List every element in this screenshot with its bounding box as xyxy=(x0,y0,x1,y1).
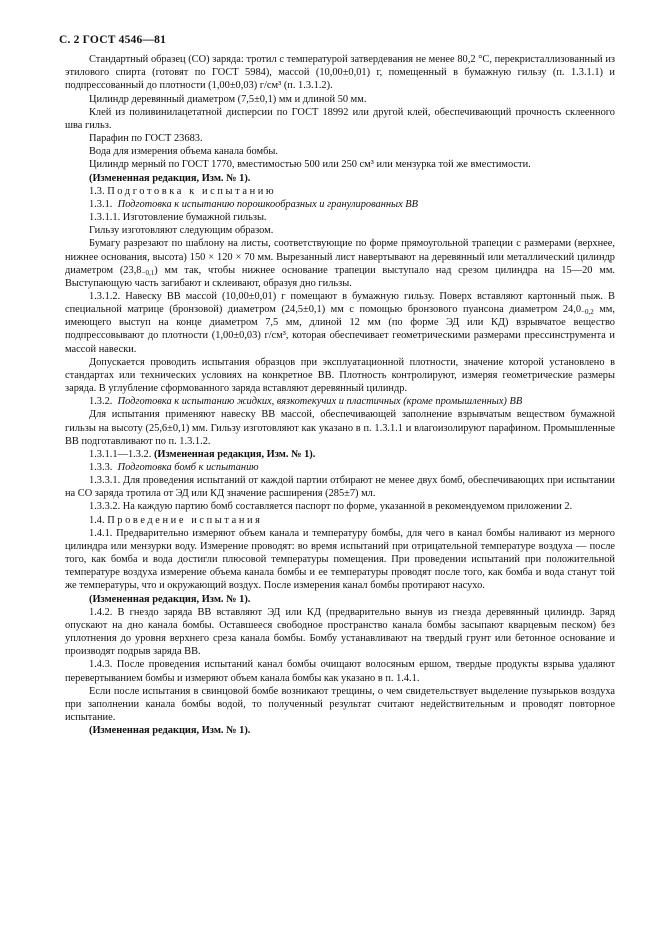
paragraph-liquid-explosives: Для испытания применяют навеску ВВ массой, обеспечивающей заполнение взрывчатым веществом бумажной гильзы на высоту (25,6±0,1) мм. Гильзу изготовляют как указано в п. 1.3.1.1 и влагоизолируют парафином. Промышленные ВВ подготавливают по п. 1.3.1.2. xyxy=(65,409,615,447)
section-heading-1-3-2: 1.3.2. Подготовка к испытанию жидких, вязкотекучих и пластичных (кроме промышленных) ВВ xyxy=(89,396,523,408)
section-heading-1-3-1: 1.3.1. Подготовка к испытанию порошкообразных и гранулированных ВВ xyxy=(89,198,419,210)
paragraph-operational-density: Допускается проводить испытания образцов при эксплуатационной плотности, значение которой установлено в стандартах или технических условиях на конкретное ВВ. Плотность контролируют, измеряя геометрические размеры заряда. В углубление сформованного заряда вставляют деревянный цилиндр. xyxy=(65,356,615,395)
amendment-note: (Измененная редакция, Изм. № 1). xyxy=(89,725,251,737)
paragraph-1-4-1: 1.4.1. Предварительно измеряют объем канала и температуру бомбы, для чего в канал бомбы наливают из мерного цилиндра или мензурки воду. Измерение проводят: во время испытаний при отрицательной температуре воздуха — после того, как бомба и вода достигли плюсовой температуры помещения. При проведении испытаний при положительной температуре воздуха измерение объема канала бомбы и ее температуры проводят после того, как бомба и вода станут той же температуры, что и окружающий воздух. После измерения канал бомбы протирают насухо. xyxy=(65,527,615,592)
paragraph-1-4-2: 1.4.2. В гнездо заряда ВВ вставляют ЭД или КД (предварительно вынув из гнезда деревянный цилиндр. Заряд опускают на дно канала бомбы. Оставшееся свободное пространство канала бомбы засыпают кварцевым песком) без уплотнения до уровня верхнего среза канала бомбы. Бомбу устанавливают на твердый грунт или бетонное основание и производят подрыв заряда ВВ. xyxy=(65,606,615,658)
paragraph-paper-cutting: Бумагу разрезают по шаблону на листы, соответствующие по форме прямоугольной трапеции с размерами (верхнее, нижнее основания, высота) 150 × 120 × 70 мм. Вырезанный лист навертывают на деревянный или металлический цилиндр диаметром $(23,8_{-0,1})$ мм так, чтобы нижнее основание трапеции выступало над срезом цилиндра на 15—20 мм. Выступающую часть загибают и склеивают, образуя дно гильзы. xyxy=(65,238,615,289)
section-heading-1-3: 1.3. Подготовка к испытанию xyxy=(89,185,277,197)
paragraph-1-4-3: 1.4.3. После проведения испытаний канал бомбы очищают волосяным ершом, твердые продукты взрыва удаляют перевертыванием бомбы и измеряют объем канала бомбы как указано в п. 1.4.1. xyxy=(65,659,615,684)
paragraph-standard-sample: Стандартный образец (СО) заряда: тротил с температурой затвердевания не менее 80,2 °С, перекристаллизованный из этилового спирта (готовят по ГОСТ 5984), массой (10,00±0,01) г, помещенный в бумажную гильзу (п. 1.3.1.1) и подпрессованный до плотности (1,00±0,03) г/см³ (п. 1.3.1.2). xyxy=(65,54,615,92)
section-heading-1-3-3: 1.3.3. Подготовка бомб к испытанию xyxy=(89,462,259,473)
paragraph-1-3-1-2: 1.3.1.2. Навеску ВВ массой (10,00±0,01) г помещают в бумажную гильзу. Поверх вставляют картонный пыж. В специальной матрице (бронзовой) диаметром (24,5±0,1) мм с помощью бронзового пуансона диаметром $24,0_{-0,2}$ мм, имеющего выступ на конце диаметром 7,5 мм, длиной 12 мм (по форме ЭД или КД) взрывчатое вещество подпрессовывают до плотности (1,00±0,03) г/см³, которая обеспечивает геометрическими размерами прессинструмента и массой навески. xyxy=(65,290,615,355)
page-header: С. 2 ГОСТ 4546—81 xyxy=(59,34,167,46)
paragraph-cracks: Если после испытания в свинцовой бомбе возникают трещины, о чем свидетельствует выделение пузырьков воздуха при заполнении канала бомбы водой, то полученный результат считают недействительным и проводят повторное испытание. xyxy=(65,685,615,723)
paragraph-water: Вода для измерения объема канала бомбы. xyxy=(89,146,278,158)
paragraph-wooden-cylinder: Цилиндр деревянный диаметром (7,5±0,1) мм и длиной 50 мм. xyxy=(89,93,367,105)
paragraph-1-3-1-1: 1.3.1.1. Изготовление бумажной гильзы. xyxy=(89,212,267,224)
amendment-note: (Измененная редакция, Изм. № 1). xyxy=(89,172,251,184)
paragraph-measuring-cylinder: Цилиндр мерный по ГОСТ 1770, вместимостью 500 или 250 см³ или мензурка той же вместимости. xyxy=(89,159,531,171)
amendment-note: (Измененная редакция, Изм. № 1). xyxy=(89,593,251,605)
amendment-note-range: 1.3.1.1—1.3.2. (Измененная редакция, Изм. № 1). xyxy=(89,448,316,460)
paragraph-1-3-3-2: 1.3.3.2. На каждую партию бомб составляется паспорт по форме, указанной в рекомендуемом приложении 2. xyxy=(89,501,573,513)
paragraph-paraffin: Парафин по ГОСТ 23683. xyxy=(89,133,203,145)
section-heading-1-4: 1.4. Проведение испытания xyxy=(89,514,263,526)
paragraph-glue: Клей из поливинилацетатной дисперсии по ГОСТ 18992 или другой клей, обеспечивающий прочность склеенного шва гильз. xyxy=(65,106,615,131)
paragraph-1-3-3-1: 1.3.3.1. Для проведения испытаний от каждой партии отбирают не менее двух бомб, обеспечивающих при испытании на СО заряда тротила от ЭД или КД значение расширения (285±7) мл. xyxy=(65,475,615,500)
paragraph-sleeve-making: Гильзу изготовляют следующим образом. xyxy=(89,225,274,237)
